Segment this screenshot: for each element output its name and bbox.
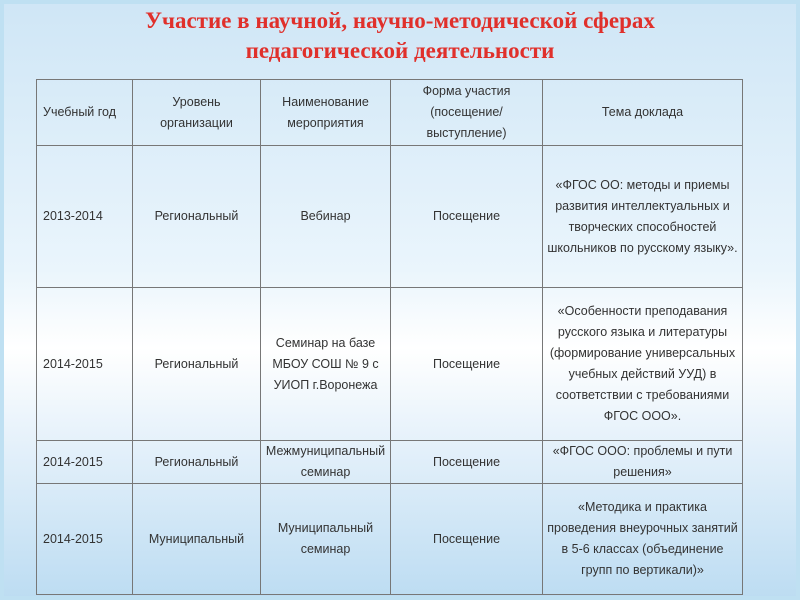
cell-level: Региональный (133, 441, 261, 484)
header-event: Наименование мероприятия (261, 80, 391, 146)
cell-year: 2014-2015 (37, 484, 133, 595)
cell-event: Межмуниципальный семинар (261, 441, 391, 484)
header-level: Уровень организации (133, 80, 261, 146)
cell-event: Семинар на базе МБОУ СОШ № 9 с УИОП г.Воронежа (261, 288, 391, 441)
cell-topic: «ФГОС ОО: методы и приемы развития интеллектуальных и творческих способностей школьников по русскому языку». (543, 146, 743, 288)
header-topic: Тема доклада (543, 80, 743, 146)
table-header-row (37, 80, 743, 146)
cell-year: 2014-2015 (37, 441, 133, 484)
cell-event: Вебинар (261, 146, 391, 288)
table-row (37, 146, 743, 288)
table-row (37, 288, 743, 441)
cell-topic: «ФГОС ООО: проблемы и пути решения» (543, 441, 743, 484)
cell-year: 2014-2015 (37, 288, 133, 441)
cell-level: Муниципальный (133, 484, 261, 595)
cell-event: Муниципальный семинар (261, 484, 391, 595)
table-row (37, 441, 743, 484)
cell-form: Посещение (391, 484, 543, 595)
slide-title-line-1: Участие в научной, научно-методической сферах (145, 8, 655, 33)
cell-form: Посещение (391, 441, 543, 484)
header-form: Форма участия (посещение/выступление) (391, 80, 543, 146)
cell-level: Региональный (133, 288, 261, 441)
cell-level: Региональный (133, 146, 261, 288)
table-row (37, 484, 743, 595)
slide-title (0, 6, 800, 66)
cell-form: Посещение (391, 146, 543, 288)
cell-form: Посещение (391, 288, 543, 441)
header-year: Учебный год (37, 80, 133, 146)
cell-year: 2013-2014 (37, 146, 133, 288)
cell-topic: «Методика и практика проведения внеурочных занятий в 5-6 классах (объединение групп по вертикали)» (543, 484, 743, 595)
slide-title-line-2: педагогической деятельности (245, 38, 555, 63)
cell-topic: «Особенности преподавания русского языка и литературы (формирование универсальных учебных действий УУД) в соответствии с требованиями ФГОС ООО». (543, 288, 743, 441)
participation-table (36, 79, 743, 595)
